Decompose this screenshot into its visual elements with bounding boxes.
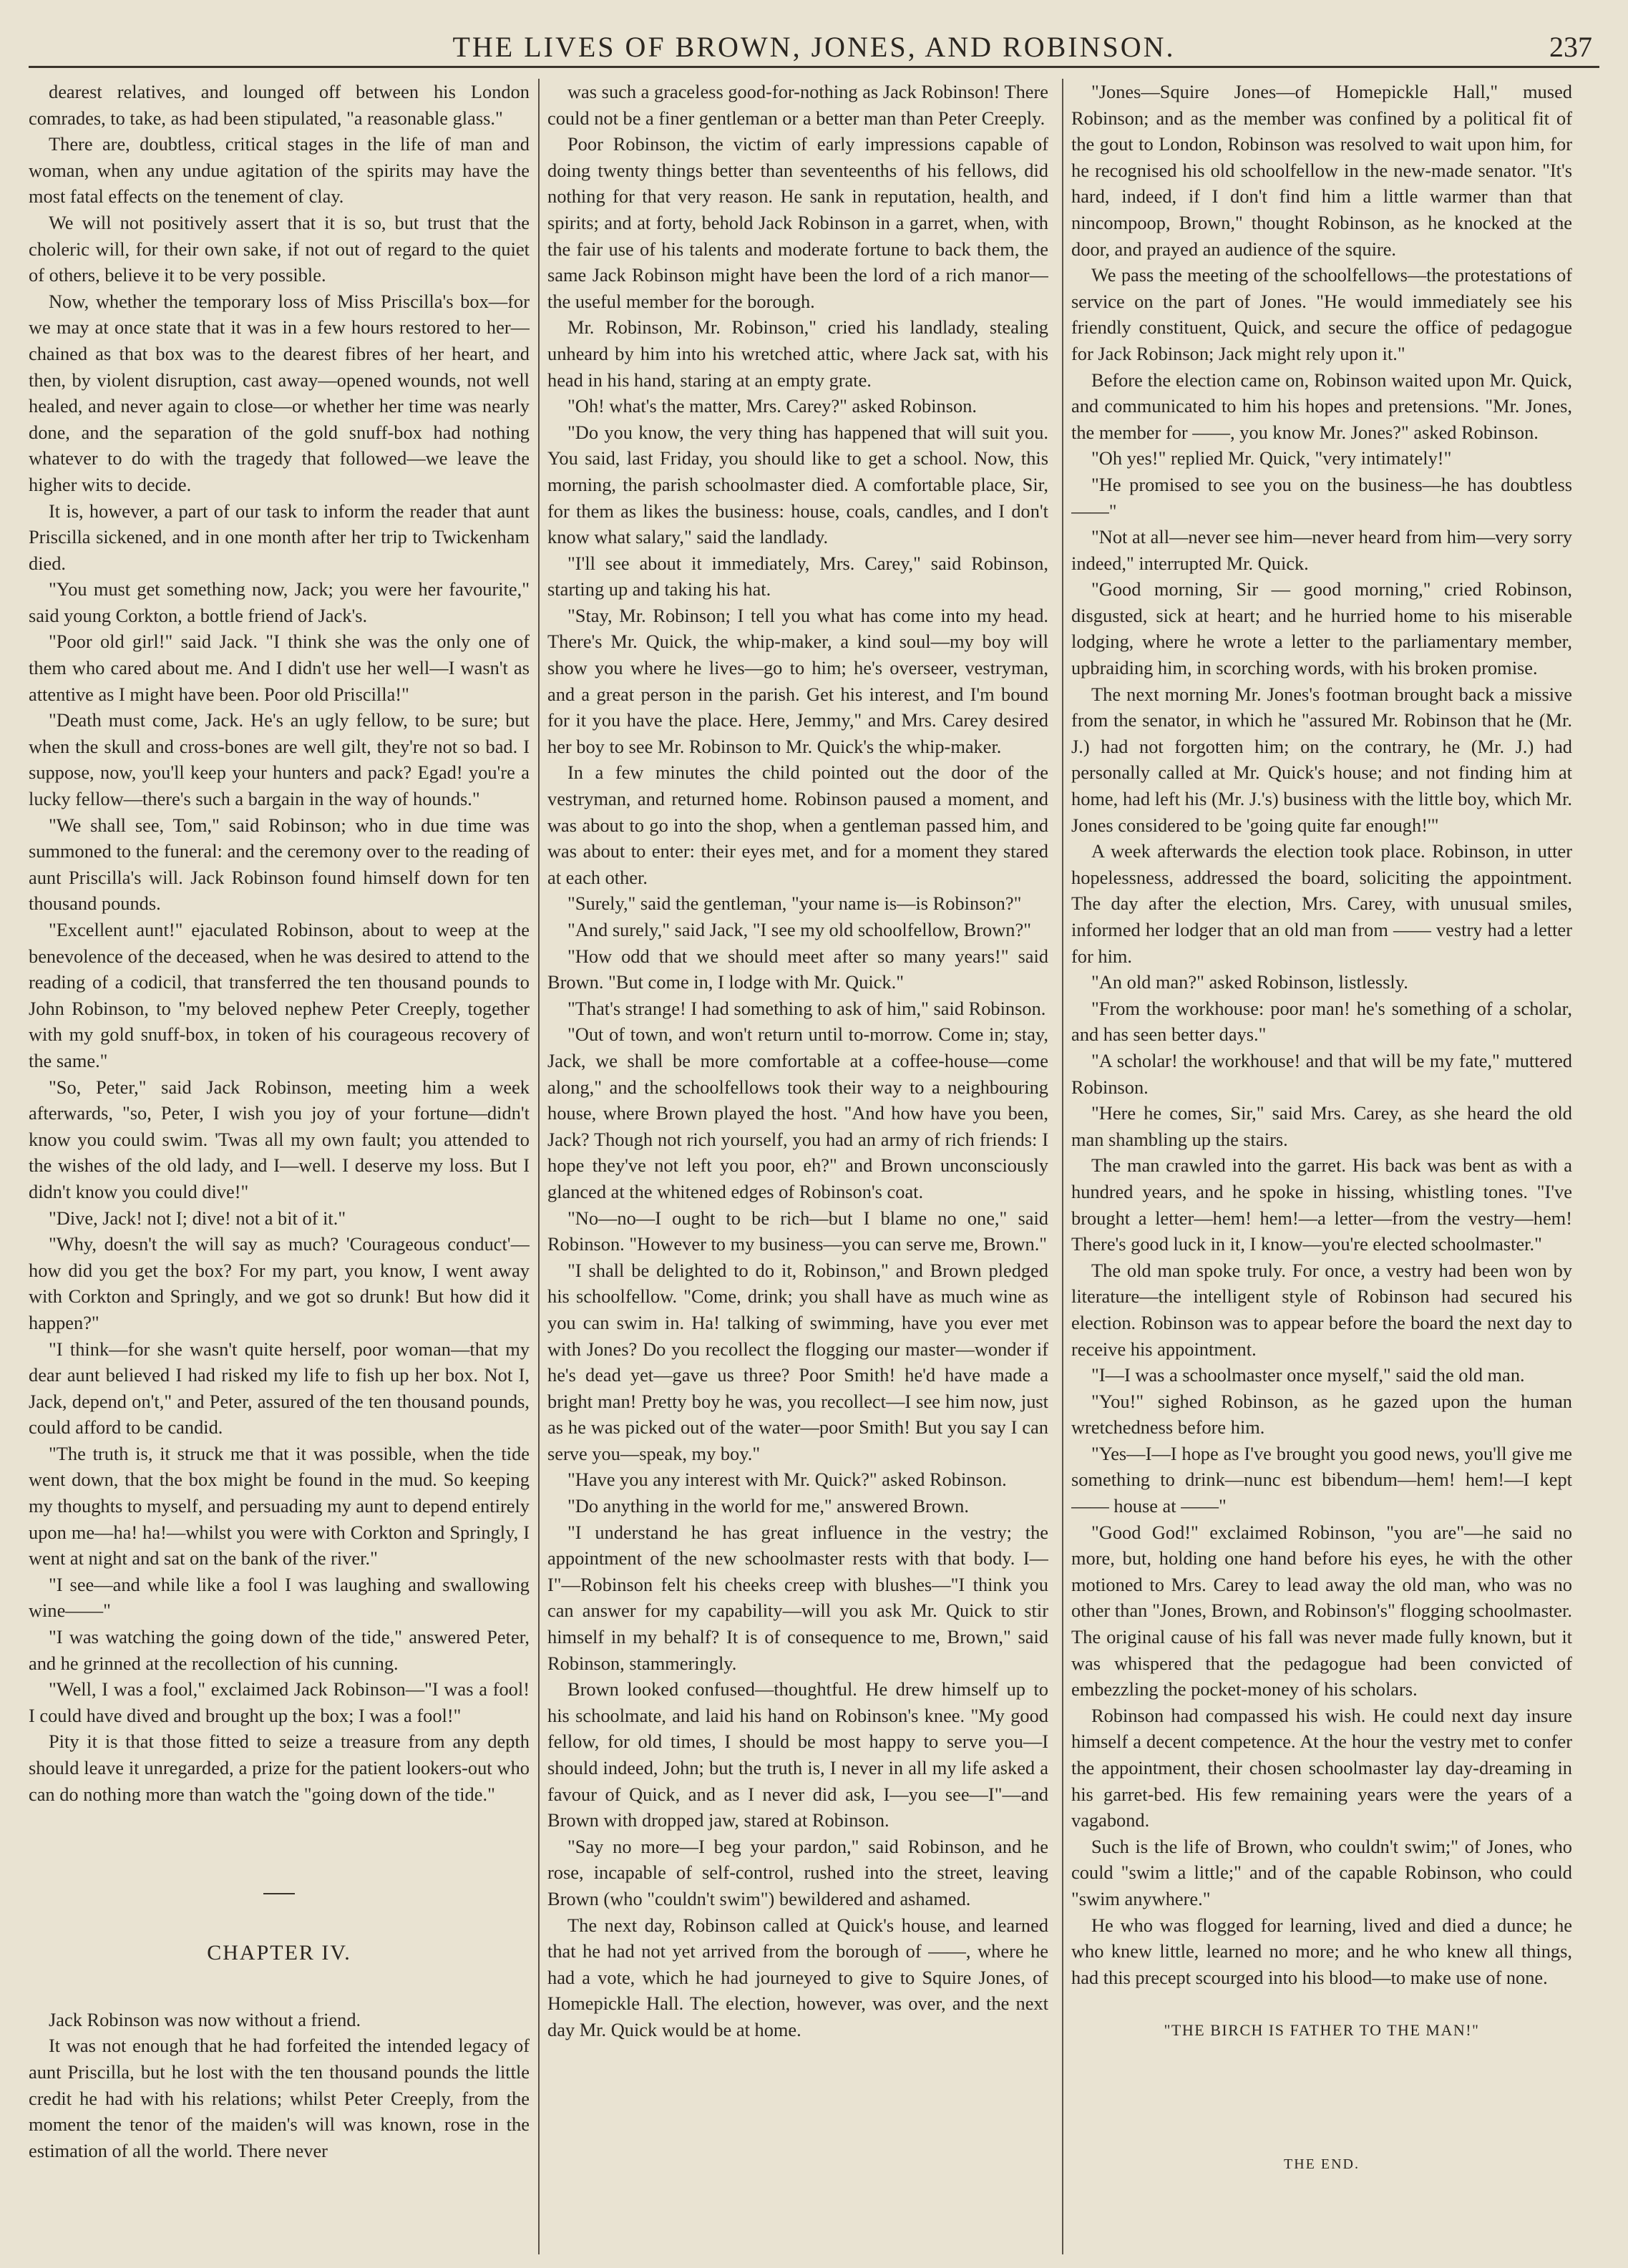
paragraph: The old man spoke truly. For once, a vestry had been won by literature—the intelligent style of Robinson had secured his election. Robinson was to appear before the board the next day to receive his appointment. <box>1071 1259 1572 1360</box>
paragraph: "Death must come, Jack. He's an ugly fellow, to be sure; but when the skull and cross-bones are well gilt, they're not so bad. I suppose, now, you'll keep your hunters and pack? Egad! you're a lucky fellow—there's such a bargain in the way of hounds." <box>29 709 530 810</box>
paragraph: Jack Robinson was now without a friend. <box>49 2008 361 2030</box>
paragraph: "I was watching the going down of the tide," answered Peter, and he grinned at the recollection of his cunning. <box>29 1626 530 1674</box>
motto: "THE BIRCH IS FATHER TO THE MAN!" <box>1164 2021 1480 2040</box>
column-3-text <box>1071 79 1572 1990</box>
paragraph: "No—no—I ought to be rich—but I blame no one," said Robinson. "However to my business—you can serve me, Brown." <box>547 1207 1048 1255</box>
paragraph: Poor Robinson, the victim of early impressions capable of doing twenty things better than seventeenths of his fellows, did nothing for that very reason. He sank in reputation, health, and spirits; and at forty, behold Jack Robinson in a garret, when, with the fair use of his talents and moderate fortune to back them, the same Jack Robinson might have been the lord of a rich manor—the useful member for the borough. <box>547 133 1048 312</box>
paragraph: "Dive, Jack! not I; dive! not a bit of it." <box>49 1207 346 1229</box>
paragraph: "Well, I was a fool," exclaimed Jack Robinson—"I was a fool! I could have dived and brought up the box; I was a fool!" <box>29 1678 530 1726</box>
paragraph: "And surely," said Jack, "I see my old schoolfellow, Brown?" <box>567 919 1031 940</box>
the-end: THE END. <box>1284 2156 1360 2172</box>
paragraph: Now, whether the temporary loss of Miss Priscilla's box—for we may at once state that it was in a few hours restored to her—chained as that box was to the dearest fibres of her heart, and then, by violent disruption, cast away—opened wounds, not well healed, and never again to close—or whether her time was nearly done, and the separation of the gold snuff-box had nothing whatever to do with the tragedy that followed—we leave the higher wits to decide. <box>29 290 530 495</box>
paragraph: We pass the meeting of the schoolfellows—the protestations of service on the part of Jones. "He would immediately see his friendly constituent, Quick, and secure the office of pedagogue for Jack Robinson; Jack might rely upon it." <box>1071 264 1572 364</box>
paragraph: "We shall see, Tom," said Robinson; who in due time was summoned to the funeral: and the ceremony over to the reading of aunt Priscilla's will. Jack Robinson found himself down for ten thousand pounds. <box>29 814 530 915</box>
chapter-heading: CHAPTER IV. <box>207 1941 351 1965</box>
paragraph: We will not positively assert that it is so, but trust that the choleric will, for their own sake, if not out of regard to the quiet of others, believe it to be very possible. <box>29 211 530 286</box>
paragraph: "Why, doesn't the will say as much? 'Courageous conduct'—how did you get the box? For my part, you know, I went away with Corkton and Springly, and we got so drunk! But how did it happen?" <box>29 1233 530 1333</box>
paragraph: A week afterwards the election took place. Robinson, in utter hopelessness, addressed the board, soliciting the appointment. The day after the election, Mrs. Carey, with unusual smiles, informed her lodger that an old man from —— vestry had a letter for him. <box>1071 840 1572 967</box>
column-3 <box>1071 79 1572 2254</box>
paragraph: Such is the life of Brown, who couldn't swim;" of Jones, who could "swim a little;" and of the capable Robinson, who could "swim anywhere." <box>1071 1835 1572 1909</box>
paragraph: "I—I was a schoolmaster once myself," said the old man. <box>1091 1364 1525 1386</box>
paragraph: Pity it is that those fitted to seize a treasure from any depth should leave it unregarded, a prize for the patient lookers-out who can do nothing more than watch the "going down of the tide." <box>29 1731 530 1805</box>
paragraph: "I understand he has great influence in the vestry; the appointment of the new schoolmaster rests with that body. I—I"—Robinson felt his cheeks creep with blushes—"I think you can answer for my capability—will you ask Mr. Quick to stir himself in my behalf? It is of consequence to me, Brown," said Robinson, stammeringly. <box>547 1521 1048 1674</box>
paragraph: "Out of town, and won't return until to-morrow. Come in; stay, Jack, we shall be more comfortable at a coffee-house—come along," and the schoolfellows took their way to a neighbouring house, where Brown played the host. "And how have you been, Jack? Though not rich yourself, you had an army of rich friends: I hope they've not left you poor, eh?" and Brown unconsciously glanced at the whitened edges of Robinson's coat. <box>547 1023 1048 1202</box>
paragraph: "Excellent aunt!" ejaculated Robinson, about to weep at the benevolence of the deceased, when he was desired to attend to the reading of a codicil, that transferred the ten thousand pounds to John Robinson, to "my beloved nephew Peter Creeply, together with my gold snuff-box, in token of his courageous recovery of the same." <box>29 919 530 1071</box>
paragraph: It is, however, a part of our task to inform the reader that aunt Priscilla sickened, and in one month after her trip to Twickenham died. <box>29 500 530 574</box>
paragraph: "Say no more—I beg your pardon," said Robinson, and he rose, incapable of self-control, rushed into the street, leaving Brown (who "couldn't swim") bewildered and ashamed. <box>547 1835 1048 1909</box>
paragraph: "A scholar! the workhouse! and that will be my fate," muttered Robinson. <box>1071 1049 1572 1098</box>
page-header <box>29 29 1599 68</box>
paragraph: dearest relatives, and lounged off between his London comrades, to take, as had been stipulated, "a reasonable glass." <box>29 81 530 129</box>
paragraph: There are, doubtless, critical stages in the life of man and woman, when any undue agitation of the spirits may have the most fatal effects on the tenement of clay. <box>29 133 530 208</box>
paragraph: "I'll see about it immediately, Mrs. Carey," said Robinson, starting up and taking his hat. <box>547 552 1048 600</box>
paragraph: It was not enough that he had forfeited the intended legacy of aunt Priscilla, but he lost with the ten thousand pounds the little credit he had with his relations; whilst Peter Creeply, from the moment the tenor of the maiden's will was known, rose in the estimation of all the world. There never <box>29 2035 530 2161</box>
paragraph: The next morning Mr. Jones's footman brought back a missive from the senator, in which he "assured Mr. Robinson that he (Mr. J.) had not forgotten him; on the contrary, he (Mr. J.) had personally called at Mr. Quick's house; and not finding him at home, had left his (Mr. J.'s) business with the little boy, which Mr. Jones considered to be 'going quite far enough!'" <box>1071 683 1572 836</box>
chapter-text <box>29 2007 530 2164</box>
paragraph: "So, Peter," said Jack Robinson, meeting him a week afterwards, "so, Peter, I wish you joy of your fortune—didn't know you could swim. 'Twas all my own fault; you attended to the wishes of the old lady, and I—well. I deserve my loss. But I didn't know you could dive!" <box>29 1076 530 1202</box>
paragraph: was such a graceless good-for-nothing as Jack Robinson! There could not be a finer gentleman or a better man than Peter Creeply. <box>547 81 1048 129</box>
column-rule <box>1062 79 1063 2254</box>
paragraph: "He promised to see you on the business—he has doubtless——" <box>1071 473 1572 522</box>
paragraph: He who was flogged for learning, lived and died a dunce; he who knew little, learned no more; and he who knew all things, had this precept scourged into his blood—to make use of none. <box>1071 1914 1572 1988</box>
column-1 <box>29 79 530 2254</box>
paragraph: "Surely," said the gentleman, "your name is—is Robinson?" <box>567 892 1022 915</box>
paragraph: The next day, Robinson called at Quick's house, and learned that he had not yet arrived from the borough of ——, where he had a vote, which he had journeyed to give to Squire Jones, of Homepickle Hall. The election, however, was over, and the next day Mr. Quick would be at home. <box>547 1914 1048 2040</box>
paragraph: "Stay, Mr. Robinson; I tell you what has come into my head. There's Mr. Quick, the whip-maker, a kind soul—my boy will show you where he lives—go to him; he's overseer, vestryman, and a great person in the parish. Get his interest, and I'm bound for it you have the place. Here, Jemmy," and Mrs. Carey desired her boy to see Mr. Robinson to Mr. Quick's the whip-maker. <box>547 604 1048 757</box>
paragraph: "I think—for she wasn't quite herself, poor woman—that my dear aunt believed I had risked my life to fish up her box. Not I, Jack, depend on't," and Peter, assured of the ten thousand pounds, could afford to be candid. <box>29 1338 530 1439</box>
paragraph: "You must get something now, Jack; you were her favourite," said young Corkton, a bottle friend of Jack's. <box>29 578 530 626</box>
paragraph: "Jones—Squire Jones—of Homepickle Hall," mused Robinson; and as the member was confined by a political fit of the gout to London, Robinson was resolved to wait upon him, for he recognised his old schoolfellow in the new-made senator. "It's hard, indeed, if I don't find him a little warmer than that nincompoop, Brown," thought Robinson, as he knocked at the door, and prayed an audience of the squire. <box>1071 81 1572 260</box>
paragraph: "Do you know, the very thing has happened that will suit you. You said, last Friday, you should like to get a school. Now, this morning, the parish schoolmaster died. A comfortable place, Sir, for them as likes the business: house, coals, candles, and I don't know what salary," said the landlady. <box>547 421 1048 548</box>
paragraph: "You!" sighed Robinson, as he gazed upon the human wretchedness before him. <box>1071 1390 1572 1439</box>
chapter-separator <box>263 1893 295 1894</box>
paragraph: "An old man?" asked Robinson, listlessly. <box>1091 971 1408 993</box>
paragraph: "Have you any interest with Mr. Quick?" asked Robinson. <box>567 1469 1007 1491</box>
paragraph: "That's strange! I had something to ask of him," said Robinson. <box>567 997 1046 1019</box>
paragraph: "I see—and while like a fool I was laughing and swallowing wine——" <box>29 1573 530 1622</box>
paragraph: "Not at all—never see him—never heard from him—very sorry indeed," interrupted Mr. Quick. <box>1071 526 1572 574</box>
paragraph: "The truth is, it struck me that it was possible, when the tide went down, that the box might be found in the mud. So keeping my thoughts to myself, and persuading my aunt to depend entirely upon me—ha! ha!—whilst you were with Corkton and Springly, I went at night and sat on the bank of the river." <box>29 1442 530 1569</box>
paragraph: In a few minutes the child pointed out the door of the vestryman, and returned home. Robinson paused a moment, and was about to go into the shop, when a gentleman passed him, and was about to enter: their eyes met, and for a moment they stared at each other. <box>547 761 1048 888</box>
paragraph: "Good God!" exclaimed Robinson, "you are"—he said no more, but, holding one hand before his eyes, he with the other motioned to Mrs. Carey to lead away the old man, who was no other than "Jones, Brown, and Robinson's" flogging schoolmaster. The original cause of his fall was never made fully known, but it was whispered that the pedagogue had been convicted of embezzling the pocket-money of his scholars. <box>1071 1521 1572 1700</box>
paragraph: Before the election came on, Robinson waited upon Mr. Quick, and communicated to him his hopes and pretensions. "Mr. Jones, the member for ——, you know Mr. Jones?" asked Robinson. <box>1071 369 1572 443</box>
paragraph: "Here he comes, Sir," said Mrs. Carey, as she heard the old man shambling up the stairs. <box>1071 1102 1572 1150</box>
paragraph: "How odd that we should meet after so many years!" said Brown. "But come in, I lodge with Mr. Quick." <box>547 945 1048 993</box>
paragraph: Brown looked confused—thoughtful. He drew himself up to his schoolmate, and laid his hand on Robinson's knee. "My good fellow, for old times, I should be most happy to serve you—I should indeed, John; but the truth is, I never in all my life asked a favour of Quick, and as I never did ask, I—you see—I"—and Brown with dropped jaw, stared at Robinson. <box>547 1678 1048 1831</box>
paragraph: "Oh! what's the matter, Mrs. Carey?" asked Robinson. <box>567 395 977 417</box>
paragraph: "Yes—I—I hope as I've brought you good news, you'll give me something to drink—nunc est bibendum—hem! hem!—I kept —— house at ——" <box>1071 1442 1572 1517</box>
paragraph: "I shall be delighted to do it, Robinson," and Brown pledged his schoolfellow. "Come, drink; you shall have as much wine as you can swim in. Ha! talking of swimming, have you ever met with Jones? Do you recollect the flogging our master—wonder if he's dead yet—gave us three? Poor Smith! he'd have made a bright man! Pretty boy he was, you recollect—I see him now, just as he was picked out of the water—poor Smith! But you say I can serve you—speak, my boy." <box>547 1259 1048 1464</box>
paragraph: Robinson had compassed his wish. He could next day insure himself a decent competence. At the hour the vestry met to confer the appointment, their chosen schoolmaster lay day-dreaming in his garret-bed. His few remaining years were the years of a vagabond. <box>1071 1704 1572 1831</box>
paragraph: Mr. Robinson, Mr. Robinson," cried his landlady, stealing unheard by him into his wretched attic, where Jack sat, with his head in his hand, staring at an empty grate. <box>547 316 1048 391</box>
column-2-text <box>547 79 1048 2043</box>
paragraph: The man crawled into the garret. His back was bent as with a hundred years, and he spoke in hissing, whistling tones. "I've brought a letter—hem! hem!—a letter—from the vestry—hem! There's good luck in it, I know—you're elected schoolmaster." <box>1071 1154 1572 1255</box>
column-2 <box>547 79 1048 2254</box>
page-number: 237 <box>1549 31 1592 63</box>
paragraph: "Good morning, Sir — good morning," cried Robinson, disgusted, sick at heart; and he hurried home to his miserable lodging, where he wrote a letter to the parliamentary member, upbraiding him, in scorching words, with his broken promise. <box>1071 578 1572 679</box>
paragraph: "Poor old girl!" said Jack. "I think she was the only one of them who cared about me. And I didn't use her well—I wasn't as attentive as I might have been. Poor old Priscilla!" <box>29 631 530 705</box>
paragraph: "Oh yes!" replied Mr. Quick, "very intimately!" <box>1091 447 1452 469</box>
column-1-text <box>29 79 530 1807</box>
paragraph: "Do anything in the world for me," answered Brown. <box>567 1495 969 1517</box>
running-title: THE LIVES OF BROWN, JONES, AND ROBINSON. <box>452 31 1176 63</box>
paragraph: "From the workhouse: poor man! he's something of a scholar, and has seen better days." <box>1071 997 1572 1046</box>
column-rule <box>538 79 540 2254</box>
